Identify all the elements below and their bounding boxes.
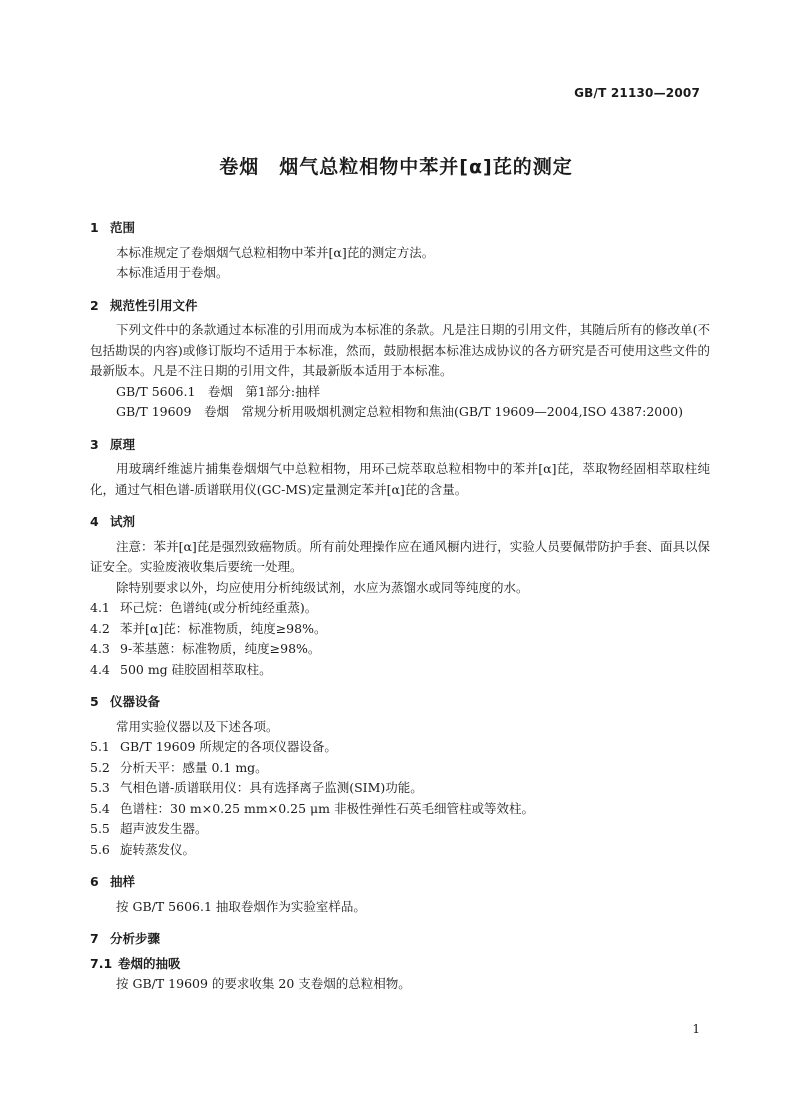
section-title: 规范性引用文件 [110, 297, 198, 313]
list-item [90, 619, 710, 640]
paragraph: 本标准适用于卷烟。 [116, 265, 229, 280]
section-6-heading [90, 872, 710, 893]
paragraph: 按 GB/T 5606.1 抽取卷烟作为实验室样品。 [116, 898, 366, 914]
document-title: 卷烟 烟气总粒相物中苯并[α]芘的测定 [219, 156, 573, 178]
standard-number: GB/T 21130—2007 [574, 86, 700, 100]
paragraph: 本标准规定了卷烟烟气总粒相物中苯并[α]芘的测定方法。 [116, 244, 435, 260]
section-number: 6 [90, 874, 99, 889]
item-text: 环己烷：色谱纯(或分析纯经重蒸)。 [120, 600, 318, 615]
item-text: 超声波发生器。 [120, 821, 208, 836]
section-title: 原理 [110, 436, 136, 452]
item-number: 5.4 [90, 800, 110, 816]
section-2-heading [90, 296, 710, 317]
item-text: 500 mg 硅胶固相萃取柱。 [120, 661, 272, 677]
paragraph: 下列文件中的条款通过本标准的引用而成为本标准的条款。凡是注日期的引用文件，其随后所有的修改单(不包括勘误的内容)或修订版均不适用于本标准，然而，鼓励根据本标准达成协议的各方研究是否可使用这些文件的最新版本。凡是不注日期的引用文件，其最新版本适用于本标准。 [90, 322, 710, 378]
item-text: 9-苯基蒽：标准物质，纯度≥98%。 [120, 641, 321, 656]
section-5-heading [90, 692, 710, 713]
subsection-7-1-heading [90, 954, 710, 975]
list-item [90, 639, 710, 660]
section-title: 范围 [110, 220, 136, 235]
section-1-heading [90, 218, 710, 239]
item-number: 5.5 [90, 821, 110, 836]
section-title: 试剂 [110, 514, 136, 529]
section-number: 2 [90, 297, 99, 313]
paragraph: 常用实验仪器以及下述各项。 [116, 718, 279, 734]
section-number: 5 [90, 694, 99, 709]
item-text: 旋转蒸发仪。 [120, 841, 196, 857]
section-4-heading [90, 512, 710, 533]
section-title: 分析步骤 [110, 931, 161, 946]
item-text: 苯并[α]芘：标准物质，纯度≥98%。 [120, 620, 327, 636]
subsection-title: 卷烟的抽吸 [118, 955, 181, 971]
item-number: 5.3 [90, 780, 110, 795]
reference-item: GB/T 19609 卷烟 常规分析用吸烟机测定总粒相物和焦油(GB/T 19609—2004,ISO 4387:2000) [116, 404, 684, 419]
list-item [90, 799, 710, 820]
section-number: 3 [90, 436, 99, 452]
item-number: 4.1 [90, 600, 110, 615]
list-item [90, 778, 710, 799]
paragraph: 按 GB/T 19609 的要求收集 20 支卷烟的总粒相物。 [116, 976, 411, 991]
list-item [90, 840, 710, 861]
warning-paragraph: 注意：苯并[α]芘是强烈致癌物质。所有前处理操作应在通风橱内进行，实验人员要佩带防护手套、面具以保证安全。实验废液收集后要统一处理。 [90, 538, 710, 574]
section-number: 1 [90, 220, 99, 235]
section-number: 4 [90, 514, 99, 529]
paragraph: 除特别要求以外，均应使用分析纯级试剂，水应为蒸馏水或同等纯度的水。 [116, 579, 529, 595]
section-7-heading [90, 929, 710, 950]
item-number: 5.2 [90, 759, 110, 775]
list-item [90, 758, 710, 779]
section-title: 仪器设备 [110, 694, 161, 709]
list-item [90, 660, 710, 681]
paragraph: 用玻璃纤维滤片捕集卷烟烟气中总粒相物，用环己烷萃取总粒相物中的苯并[α]芘，萃取物经固相萃取柱纯化，通过气相色谱-质谱联用仪(GC-MS)定量测定苯并[α]芘的含量。 [90, 461, 710, 497]
item-number: 5.1 [90, 739, 110, 754]
reference-item: GB/T 5606.1 卷烟 第1部分:抽样 [116, 383, 321, 399]
item-text: 色谱柱：30 m×0.25 mm×0.25 μm 非极性弹性石英毛细管柱或等效柱。 [120, 800, 534, 816]
page-number: 1 [692, 1022, 700, 1036]
item-text: 气相色谱-质谱联用仪：具有选择离子监测(SIM)功能。 [120, 780, 423, 795]
list-item [90, 737, 710, 758]
list-item [90, 819, 710, 840]
document-body [90, 218, 710, 995]
item-number: 5.6 [90, 841, 110, 857]
section-title: 抽样 [110, 874, 136, 889]
section-number: 7 [90, 931, 99, 946]
item-number: 4.4 [90, 661, 110, 677]
item-number: 4.2 [90, 620, 110, 636]
item-number: 4.3 [90, 641, 110, 656]
section-3-heading [90, 435, 710, 456]
list-item [90, 598, 710, 619]
item-text: 分析天平：感量 0.1 mg。 [120, 759, 268, 775]
subsection-number: 7.1 [90, 955, 113, 971]
item-text: GB/T 19609 所规定的各项仪器设备。 [120, 739, 337, 754]
